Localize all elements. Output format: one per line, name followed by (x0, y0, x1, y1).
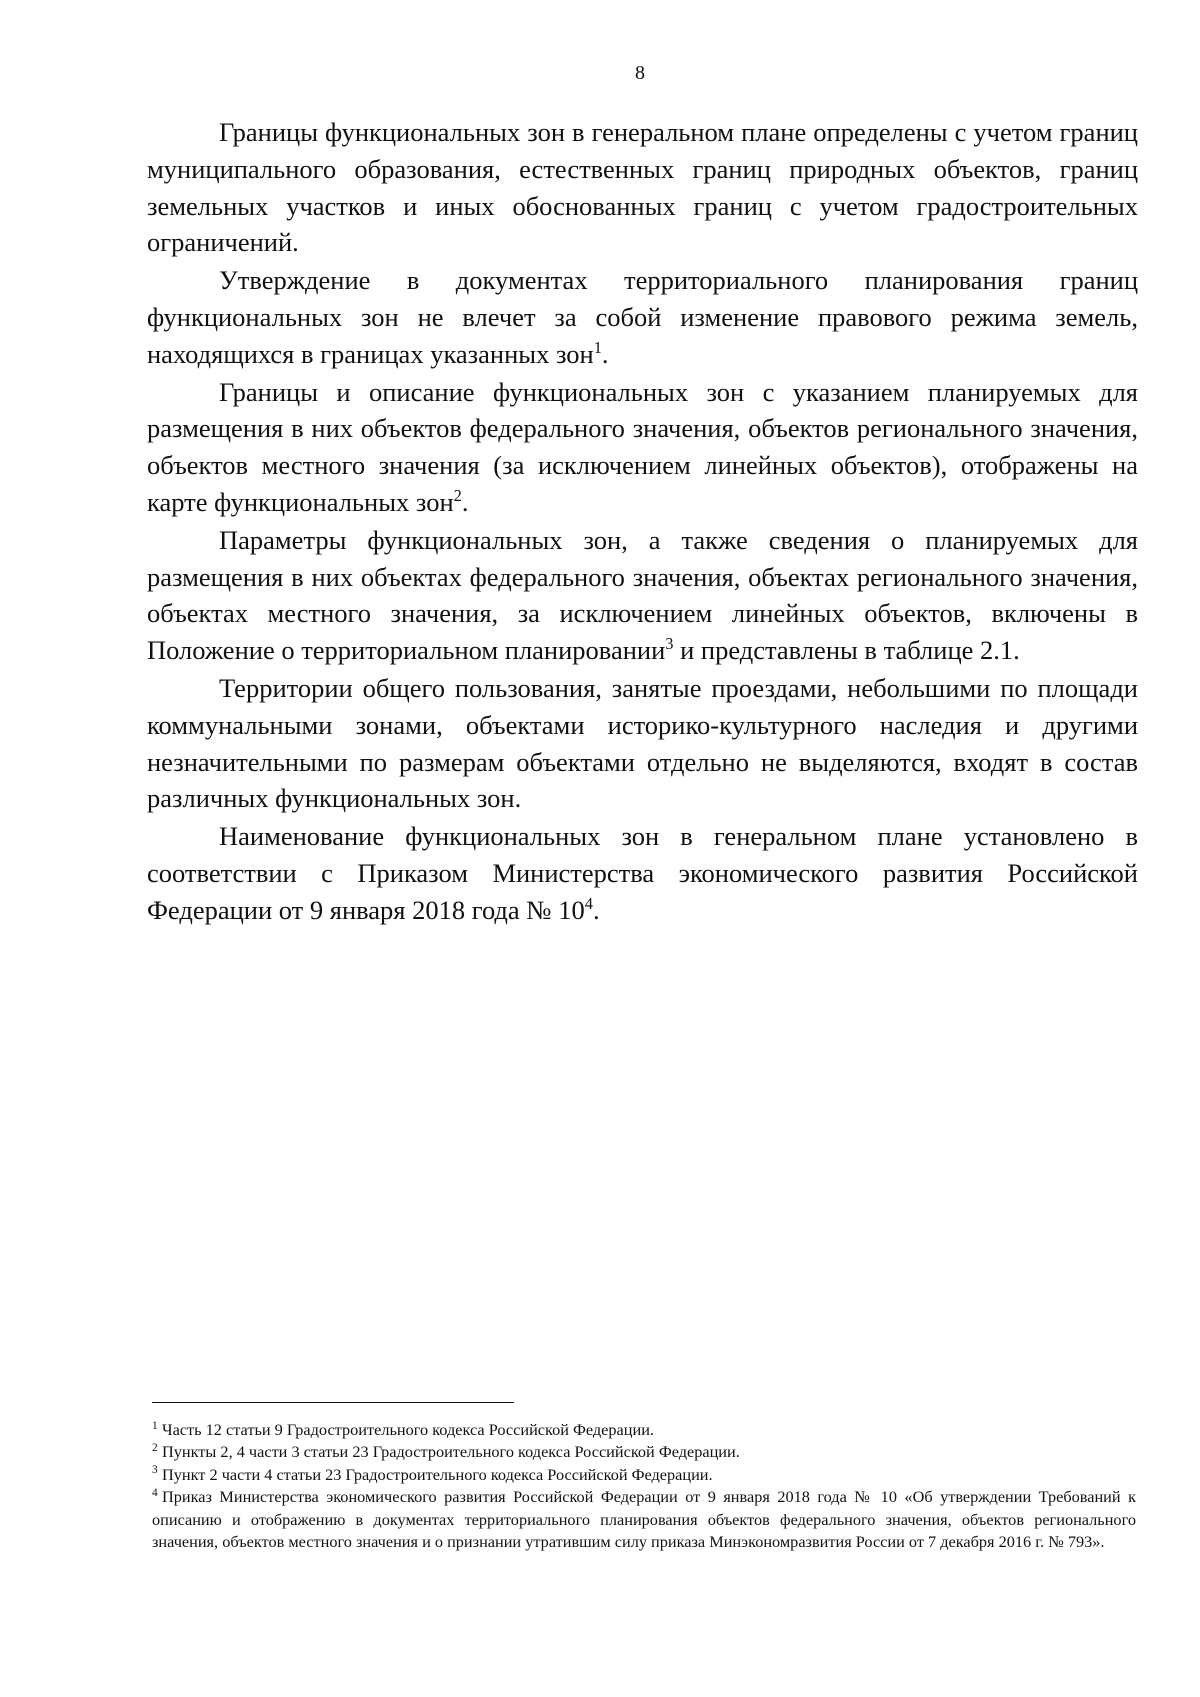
footnote-ref-1[interactable]: 1 (593, 337, 602, 357)
paragraph-tail: и представлены в таблице 2.1. (673, 635, 1020, 666)
paragraph-text: Территории общего пользования, занятые проездами, небольшими по площади коммунальными зонами, объектами историко-культурного наследия и другими незначительными по размерам объектами отдельно не выделяются, входят в состав различных функциональных зон. (147, 672, 1138, 814)
footnote-separator (152, 1402, 514, 1403)
paragraph-text: Границы функциональных зон в генеральном плане определены с учетом границ муниципального образования, естественных границ природных объектов, границ земельных участков и иных обоснованных границ с учетом градостроительных ограничений. (147, 117, 1138, 258)
footnote-ref-2[interactable]: 2 (453, 486, 462, 506)
footnote-ref-4[interactable]: 4 (584, 893, 593, 913)
paragraph-text: Границы и описание функциональных зон с указанием планируемых для размещения в них объектов федерального значения, объектов регионального значения, объектов местного значения (за исключением линейных объектов), отображены на карте функциональных зон (147, 376, 1138, 517)
paragraph-legal-regime (147, 262, 1138, 372)
paragraph-zone-map (147, 374, 1138, 521)
footnote-text: Пункты 2, 4 части 3 статьи 23 Градостроительного кодекса Российской Федерации. (162, 1442, 740, 1462)
paragraph-zone-naming (147, 818, 1138, 928)
paragraph-zone-parameters (147, 522, 1138, 669)
paragraph-text: Утверждение в документах территориального планирования границ функциональных зон не влечет за собой изменение правового режима земель, находящихся в границах указанных зон (147, 265, 1138, 369)
footnote-text: Приказ Министерства экономического развития Российской Федерации от 9 января 2018 года № 10 «Об утверждении Требований к описанию и отображению в документах территориального планирования объектов федерального значения, объектов регионального значения, объектов местного значения и о признании утратившим силу приказа Минэкономразвития России от 7 декабря 2016 г. № 793». (152, 1487, 1136, 1552)
footnote-2: $^2$ Пункты 2, 4 части 3 статьи 23 Градостроительного кодекса Российской Федерации. (152, 1441, 740, 1462)
footnote-3: $^3$ Пункт 2 части 4 статьи 23 Градостроительного кодекса Российской Федерации. (152, 1464, 713, 1484)
paragraph-text: Параметры функциональных зон, а также сведения о планируемых для размещения в них объектах федерального значения, объектах регионального значения, объектах местного значения, за исключением линейных объектов, включены в Положение о территориальном планировании (147, 524, 1138, 666)
paragraph-text: Наименование функциональных зон в генеральном плане установлено в соответствии с Приказом Министерства экономического развития Российской Федерации от 9 января 2018 года № 10 (147, 821, 1138, 925)
footnote-text: Часть 12 статьи 9 Градостроительного кодекса Российской Федерации. (162, 1420, 654, 1439)
paragraph-tail: . (592, 894, 600, 925)
footnote-text: Пункт 2 части 4 статьи 23 Градостроительного кодекса Российской Федерации. (162, 1464, 713, 1484)
page-number: 8 (635, 62, 645, 84)
footnotes (152, 1419, 1136, 1553)
paragraph-tail: . (461, 486, 469, 517)
footnote-4: $^4$ Приказ Министерства экономического развития Российской Федерации от 9 января 2018 года № 10 «Об утверждении Требований к описанию и отображению в документах территориального планирования объектов федерального значения, объектов регионального значения, объектов местного значения и о признании утратившим силу приказа Минэкономразвития России от 7 декабря 2016 г. № 793». (152, 1486, 1136, 1552)
body-text (147, 114, 1138, 930)
paragraph-public-territories (147, 670, 1138, 817)
paragraph-tail: . (601, 338, 609, 369)
paragraph-functional-zone-boundaries (147, 114, 1138, 261)
footnote-1: $^1$ Часть 12 статьи 9 Градостроительного кодекса Российской Федерации. (152, 1419, 654, 1439)
footnote-ref-3[interactable]: 3 (665, 634, 674, 654)
